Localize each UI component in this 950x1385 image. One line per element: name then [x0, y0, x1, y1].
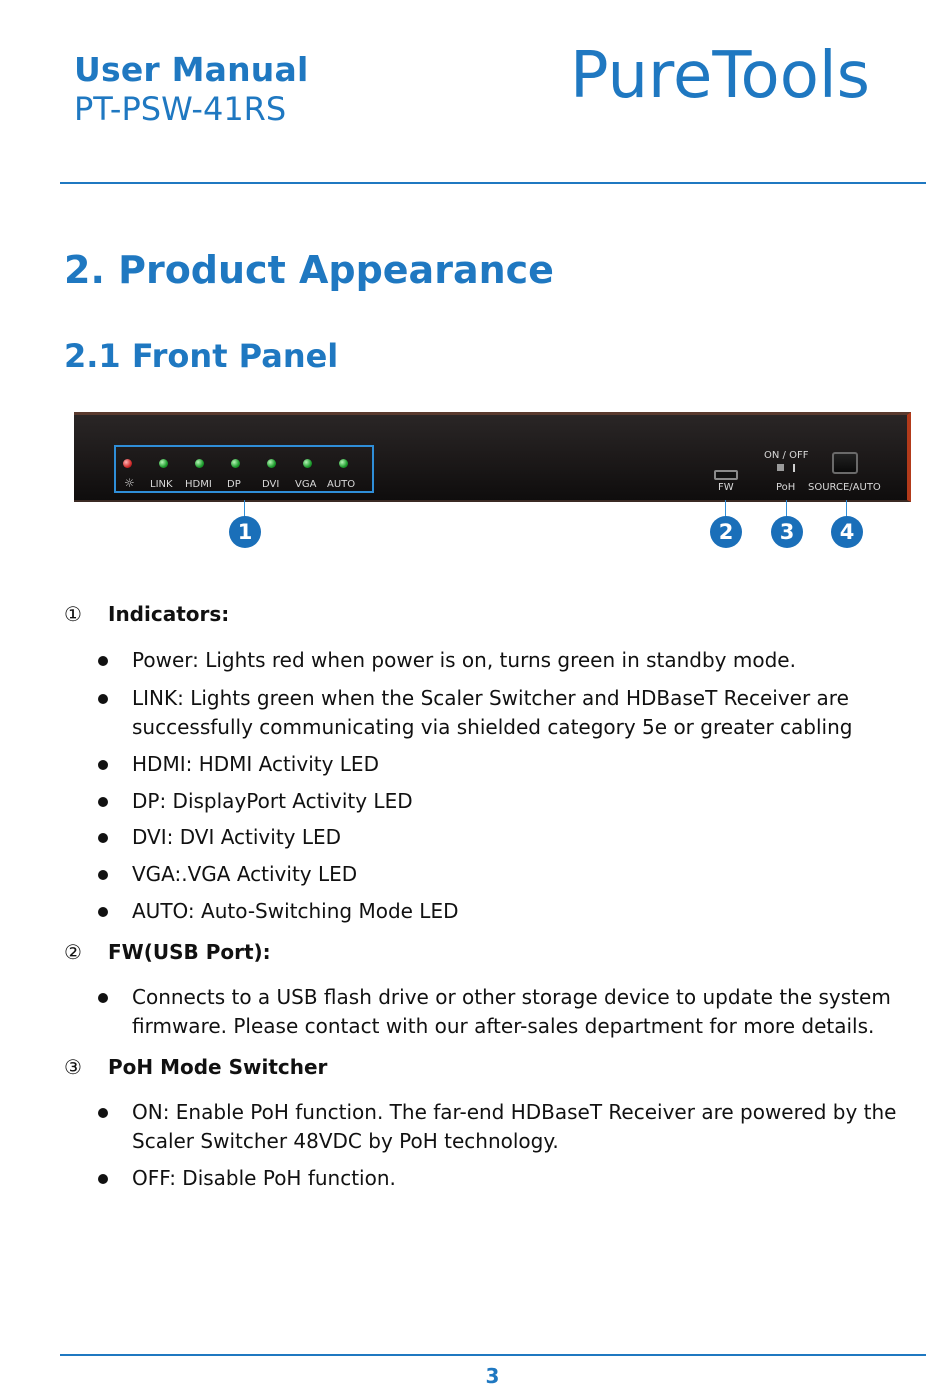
list-item: AUTO: Auto-Switching Mode LED — [132, 899, 459, 923]
list-item: Connects to a USB flash drive or other storage device to update the system firmware. Please contact with our after-sales department for more details. — [132, 985, 891, 1038]
callout-badge-3: 3 — [771, 516, 803, 548]
section-title: FW(USB Port): — [108, 940, 271, 964]
usb-port — [714, 470, 738, 480]
indicator-group — [114, 445, 374, 493]
list-item: Power: Lights red when power is on, turns green in standby mode. — [132, 648, 796, 672]
on-off-label: ON / OFF — [764, 450, 809, 461]
bullet-dot — [98, 797, 108, 807]
poh-switch-on-marker — [793, 464, 795, 472]
header-rule — [60, 182, 926, 184]
header-model: PT-PSW-41RS — [74, 90, 287, 128]
poh-switch-off-marker — [777, 464, 784, 471]
link-led — [159, 459, 168, 468]
list-item: VGA:.VGA Activity LED — [132, 862, 358, 886]
led-label-dvi: DVI — [262, 479, 280, 490]
power-led — [123, 459, 132, 468]
bullet-dot — [98, 1174, 108, 1184]
section-title: Indicators: — [108, 602, 230, 626]
front-panel-image — [74, 412, 911, 502]
section-number: ② — [64, 940, 82, 964]
source-auto-label: SOURCE/AUTO — [808, 482, 881, 493]
section-number: ③ — [64, 1055, 82, 1079]
bullet-dot — [98, 656, 108, 666]
section-heading: 2. Product Appearance — [64, 248, 554, 292]
bullet-dot — [98, 1108, 108, 1118]
source-auto-button — [832, 452, 858, 474]
section-fw-heading — [64, 940, 271, 964]
list-item: DP: DisplayPort Activity LED — [132, 789, 413, 813]
list-item: HDMI: HDMI Activity LED — [132, 752, 379, 776]
led-label-auto: AUTO — [327, 479, 356, 490]
subsection-heading: 2.1 Front Panel — [64, 337, 339, 375]
dvi-led — [267, 459, 276, 468]
callout-badge-2: 2 — [710, 516, 742, 548]
dp-led — [231, 459, 240, 468]
bullet-dot — [98, 907, 108, 917]
bullet-dot — [98, 833, 108, 843]
puretools-logo: PureTools — [570, 39, 870, 113]
list-item: DVI: DVI Activity LED — [132, 825, 342, 849]
footer-rule — [60, 1354, 926, 1356]
led-label-vga: VGA — [295, 479, 317, 490]
page-number: 3 — [485, 1364, 500, 1385]
section-poh-heading — [64, 1055, 327, 1079]
hdmi-led — [195, 459, 204, 468]
section-indicators-heading — [64, 602, 229, 626]
poh-label: PoH — [776, 482, 796, 493]
led-label-dp: DP — [227, 479, 241, 490]
fw-label: FW — [718, 482, 734, 493]
section-title: PoH Mode Switcher — [108, 1055, 328, 1079]
bullet-dot — [98, 760, 108, 770]
section-number: ① — [64, 602, 82, 626]
header-title: User Manual — [74, 50, 309, 89]
callout-badge-4: 4 — [831, 516, 863, 548]
callout-badge-1: 1 — [229, 516, 261, 548]
list-item: LINK: Lights green when the Scaler Switcher and HDBaseT Receiver are successfully communicating via shielded category 5e or greater cabling — [132, 686, 853, 739]
led-label-hdmi: HDMI — [185, 479, 212, 490]
bullet-dot — [98, 694, 108, 704]
list-item: OFF: Disable PoH function. — [132, 1166, 396, 1190]
bullet-dot — [98, 870, 108, 880]
vga-led — [303, 459, 312, 468]
list-item: ON: Enable PoH function. The far-end HDBaseT Receiver are powered by the Scaler Switcher 48VDC by PoH technology. — [132, 1100, 897, 1153]
bullet-dot — [98, 993, 108, 1003]
auto-led — [339, 459, 348, 468]
led-label-link: LINK — [150, 479, 173, 490]
power-icon: ☼ — [124, 476, 135, 490]
